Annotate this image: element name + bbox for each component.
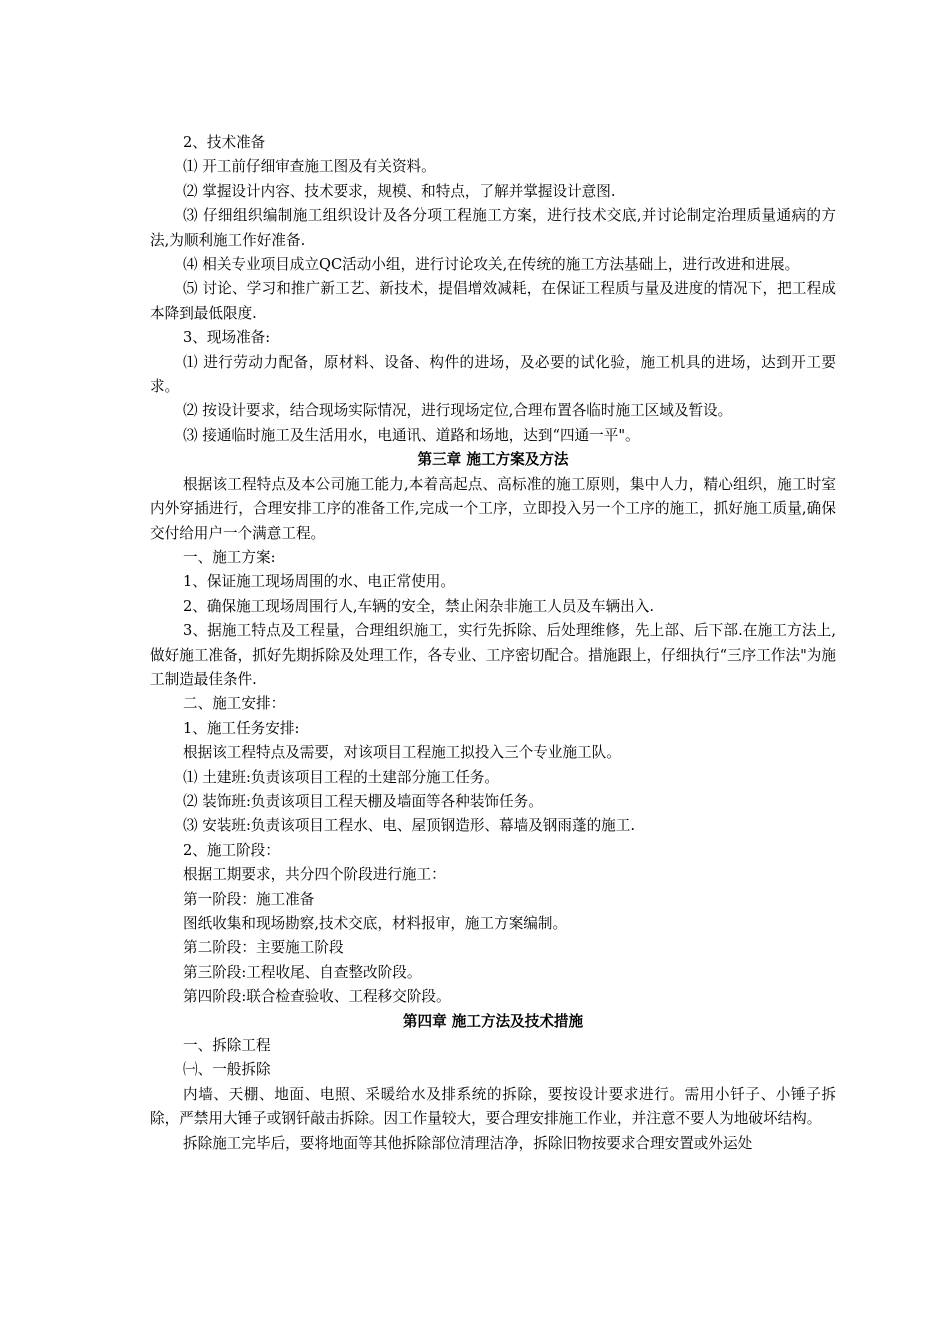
- paragraph: 第一阶段：施工准备: [183, 890, 315, 908]
- paragraph: 第四阶段:联合检查验收、工程移交阶段。: [183, 988, 451, 1006]
- paragraph: 根据工期要求，共分四个阶段进行施工：: [183, 866, 446, 884]
- paragraph: 图纸收集和现场勘察,技术交底，材料报审，施工方案编制。: [183, 915, 568, 932]
- paragraph: 根据该工程特点及本公司施工能力,本着高起点、高标准的施工原则，集中人力，精心组织，施工时室内外穿插进行，合理安排工序的准备工作,完成一个工序，立即投入另一个工序的施工，抓好施工质量,确保交付给用户一个满意工程。: [150, 475, 836, 542]
- paragraph: 二、施工安排：: [183, 695, 286, 713]
- paragraph: 一、施工方案:: [183, 548, 276, 566]
- paragraph: ⑴ 进行劳动力配备，原材料、设备、构件的进场，及必要的试化验，施工机具的进场，达到开工要求。: [150, 353, 836, 396]
- paragraph: ⑵ 按设计要求，结合现场实际情况，进行现场定位,合理布置各临时施工区域及暂设。: [183, 402, 733, 420]
- paragraph: 第三阶段:工程收尾、自查整改阶段。: [183, 963, 422, 981]
- paragraph: ⑶ 接通临时施工及生活用水，电通讯、道路和场地，达到“四通一平"。: [183, 426, 640, 444]
- document-page: [150, 131, 836, 1156]
- paragraph: 3、现场准备:: [183, 329, 271, 347]
- paragraph: ⑷ 相关专业项目成立QC活动小组，进行讨论攻关,在传统的施工方法基础上，进行改进和进展。: [183, 256, 800, 274]
- paragraph: 3、据施工特点及工程量，合理组织施工，实行先拆除、后处理维修，先上部、后下部.在施工方法上,做好施工准备，抓好先期拆除及处理工作，各专业、工序密切配合。措施跟上，仔细执行“三序工作法"为施工制造最佳条件.: [150, 622, 836, 688]
- paragraph: ⑶ 仔细组织编制施工组织设计及各分项工程施工方案，进行技术交底,并讨论制定治理质量通病的方法,为顺利施工作好准备.: [150, 207, 836, 249]
- paragraph: 内墙、天棚、地面、电照、采暖给水及排系统的拆除，要按设计要求进行。需用小钎子、小锤子拆除，严禁用大锤子或钢钎敲击拆除。因工作量较大，要合理安排施工作业，并注意不要人为地破坏结构。: [150, 1085, 836, 1128]
- paragraph: ⑴ 土建班:负责该项目工程的土建部分施工任务。: [183, 768, 500, 786]
- paragraph: 1、施工任务安排:: [183, 719, 300, 737]
- paragraph: 根据该工程特点及需要，对该项目工程施工拟投入三个专业施工队。: [183, 744, 621, 762]
- paragraph: ⑵ 装饰班:负责该项目工程天棚及墙面等各种装饰任务。: [183, 792, 543, 810]
- paragraph: 第二阶段：主要施工阶段: [183, 939, 344, 957]
- paragraph: 2、技术准备: [183, 134, 266, 151]
- paragraph: ⑸ 讨论、学习和推广新工艺、新技术，提倡增效减耗，在保证工程质与量及进度的情况下，把工程成本降到最低限度.: [150, 280, 836, 322]
- paragraph: ㈠、一般拆除: [183, 1061, 271, 1079]
- chapter-heading: 第四章 施工方法及技术措施: [402, 1012, 584, 1030]
- paragraph: 拆除施工完毕后，要将地面等其他拆除部位清理洁净，拆除旧物按要求合理安置或外运处: [183, 1134, 753, 1152]
- paragraph: 2、确保施工现场周围行人,车辆的安全，禁止闲杂非施工人员及车辆出入.: [183, 597, 654, 615]
- paragraph: ⑵ 掌握设计内容、技术要求，规模、和特点，了解并掌握设计意图.: [183, 182, 616, 200]
- paragraph: 一、拆除工程: [183, 1037, 271, 1055]
- paragraph: 1、保证施工现场周围的水、电正常使用。: [183, 573, 455, 591]
- paragraph: ⑶ 安装班:负责该项目工程水、电、屋顶钢造形、幕墙及钢雨蓬的施工.: [183, 817, 636, 835]
- chapter-heading: 第三章 施工方案及方法: [417, 451, 569, 469]
- paragraph: 2、施工阶段：: [183, 841, 280, 859]
- paragraph: ⑴ 开工前仔细审查施工图及有关资料。: [183, 158, 436, 176]
